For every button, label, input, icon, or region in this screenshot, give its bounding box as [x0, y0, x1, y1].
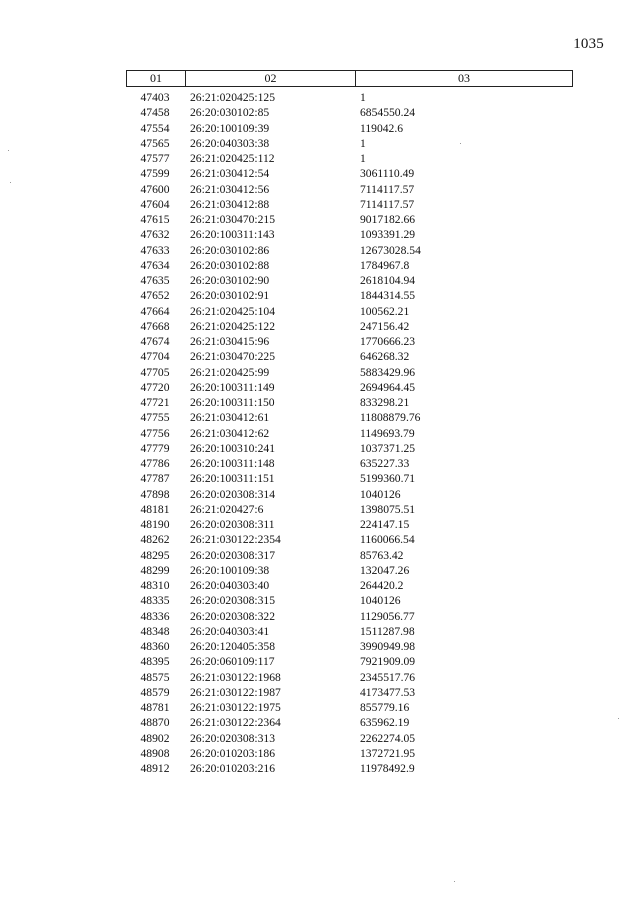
- column-header-01: 01: [127, 71, 186, 86]
- cell-cadastral-number: 26:21:020425:122: [190, 319, 276, 333]
- cell-cadastral-number: 26:21:030412:54: [190, 167, 270, 181]
- table-row: [126, 639, 573, 654]
- cell-cadastral-number: 26:20:100310:241: [190, 441, 276, 455]
- cell-cadastral-number: 26:21:020425:112: [190, 152, 275, 165]
- cell-cadastral-number: 26:20:020308:313: [190, 731, 276, 745]
- table-row: [126, 761, 573, 776]
- cell-value: 224147.15: [360, 518, 410, 531]
- cell-cadastral-number: 26:21:030122:1975: [190, 701, 281, 714]
- table-row: [126, 90, 573, 105]
- cell-id: 47898: [140, 487, 170, 501]
- cell-id: 47599: [140, 167, 170, 181]
- table-row: [126, 746, 573, 761]
- cell-value: 1844314.55: [360, 289, 416, 303]
- cell-id: 47755: [140, 411, 170, 425]
- table-row: [126, 578, 573, 593]
- scan-speck: [460, 143, 461, 144]
- cell-cadastral-number: 26:20:030102:91: [190, 289, 270, 303]
- table-row: [126, 136, 573, 151]
- cell-cadastral-number: 26:20:020308:314: [190, 487, 276, 501]
- cell-value: 6854550.24: [360, 106, 416, 120]
- cell-value: 1093391.29: [360, 228, 416, 242]
- cell-cadastral-number: 26:21:030122:1987: [190, 685, 281, 699]
- cell-cadastral-number: 26:20:100311:143: [190, 228, 275, 242]
- cell-cadastral-number: 26:21:020425:104: [190, 304, 276, 318]
- table-row: [126, 395, 573, 410]
- cell-id: 47674: [140, 335, 170, 348]
- cell-id: 48579: [140, 685, 170, 699]
- cell-value: 1784967.8: [360, 258, 410, 272]
- table-body: [126, 90, 573, 776]
- cell-id: 47615: [140, 213, 170, 226]
- cell-cadastral-number: 26:21:030122:1968: [190, 670, 281, 684]
- cell-cadastral-number: 26:21:030122:2364: [190, 716, 281, 730]
- table-row: [126, 700, 573, 715]
- cell-id: 48781: [140, 701, 170, 714]
- cell-cadastral-number: 26:20:030102:88: [190, 258, 270, 272]
- cell-id: 47786: [140, 457, 170, 470]
- cell-id: 47756: [140, 426, 170, 440]
- cell-id: 48335: [140, 594, 170, 608]
- cell-value: 100562.21: [360, 304, 410, 318]
- cell-cadastral-number: 26:21:030412:62: [190, 426, 270, 440]
- cell-value: 5199360.71: [360, 472, 416, 486]
- cell-value: 2345517.76: [360, 670, 416, 684]
- cell-value: 1149693.79: [360, 426, 415, 440]
- cell-value: 3990949.98: [360, 640, 416, 653]
- table-row: [126, 426, 573, 441]
- cell-cadastral-number: 26:20:010203:186: [190, 746, 276, 760]
- cell-cadastral-number: 26:21:030470:215: [190, 213, 276, 226]
- table-row: [126, 410, 573, 425]
- cell-id: 47565: [140, 136, 170, 150]
- cell-cadastral-number: 26:20:010203:216: [190, 762, 276, 775]
- cell-id: 47787: [140, 472, 170, 486]
- cell-cadastral-number: 26:21:030415:96: [190, 335, 270, 348]
- cell-id: 47652: [140, 289, 170, 303]
- cell-value: 1129056.77: [360, 609, 415, 623]
- table-row: [126, 624, 573, 639]
- cell-id: 47720: [140, 380, 170, 394]
- table-row: [126, 365, 573, 380]
- table-row: [126, 563, 573, 578]
- column-header-02: 02: [186, 71, 356, 86]
- cell-value: 1398075.51: [360, 502, 416, 516]
- table-row: [126, 288, 573, 303]
- cell-id: 48912: [140, 762, 170, 775]
- table-row: [126, 593, 573, 608]
- cell-cadastral-number: 26:20:020308:317: [190, 548, 276, 562]
- cell-id: 47577: [140, 152, 170, 165]
- data-table: [126, 70, 573, 776]
- cell-value: 1770666.23: [360, 335, 416, 348]
- cell-cadastral-number: 26:20:120405:358: [190, 640, 276, 653]
- cell-id: 48181: [140, 502, 170, 516]
- cell-value: 635227.33: [360, 457, 410, 470]
- cell-cadastral-number: 26:20:100311:148: [190, 457, 275, 470]
- cell-cadastral-number: 26:20:100109:39: [190, 121, 270, 135]
- table-row: [126, 441, 573, 456]
- cell-value: 646268.32: [360, 350, 410, 364]
- cell-value: 11978492.9: [360, 762, 415, 775]
- cell-id: 47779: [140, 441, 170, 455]
- cell-id: 48262: [140, 533, 170, 547]
- cell-id: 47633: [140, 243, 170, 257]
- table-row: [126, 654, 573, 669]
- table-row: [126, 532, 573, 547]
- cell-value: 635962.19: [360, 716, 410, 730]
- cell-cadastral-number: 26:21:030412:56: [190, 182, 270, 196]
- cell-value: 2618104.94: [360, 274, 416, 287]
- cell-value: 855779.16: [360, 701, 410, 714]
- table-row: [126, 182, 573, 197]
- cell-cadastral-number: 26:21:030470:225: [190, 350, 276, 364]
- cell-id: 48310: [140, 579, 170, 592]
- cell-id: 48575: [140, 670, 170, 684]
- table-row: [126, 304, 573, 319]
- cell-cadastral-number: 26:20:060109:117: [190, 655, 275, 669]
- cell-value: 4173477.53: [360, 685, 416, 699]
- cell-id: 47635: [140, 274, 170, 287]
- cell-value: 1037371.25: [360, 441, 416, 455]
- cell-cadastral-number: 26:20:030102:85: [190, 106, 270, 120]
- cell-id: 47600: [140, 182, 170, 196]
- cell-id: 48295: [140, 548, 170, 562]
- cell-value: 1040126: [360, 487, 401, 501]
- table-row: [126, 349, 573, 364]
- table-row: [126, 197, 573, 212]
- cell-cadastral-number: 26:20:030102:90: [190, 274, 270, 287]
- cell-id: 47668: [140, 319, 170, 333]
- cell-value: 119042.6: [360, 121, 404, 135]
- cell-cadastral-number: 26:20:040303:38: [190, 136, 270, 150]
- cell-value: 132047.26: [360, 563, 410, 577]
- table-row: [126, 731, 573, 746]
- cell-value: 85763.42: [360, 548, 404, 562]
- cell-id: 48870: [140, 716, 170, 730]
- cell-cadastral-number: 26:20:100311:149: [190, 380, 275, 394]
- table-row: [126, 243, 573, 258]
- cell-id: 47721: [140, 396, 170, 409]
- cell-value: 2694964.45: [360, 380, 416, 394]
- table-row: [126, 334, 573, 349]
- table-row: [126, 502, 573, 517]
- scan-speck: [618, 718, 619, 719]
- cell-id: 47634: [140, 258, 170, 272]
- cell-value: 7114117.57: [360, 197, 415, 211]
- cell-value: 1511287.98: [360, 624, 415, 638]
- table-row: [126, 105, 573, 120]
- table-row: [126, 380, 573, 395]
- cell-value: 11808879.76: [360, 411, 421, 425]
- table-row: [126, 151, 573, 166]
- cell-cadastral-number: 26:20:100311:151: [190, 472, 275, 486]
- cell-cadastral-number: 26:21:030122:2354: [190, 533, 281, 547]
- scan-speck: [8, 150, 9, 151]
- cell-value: 1: [360, 91, 366, 104]
- table-row: [126, 121, 573, 136]
- cell-value: 833298.21: [360, 396, 410, 409]
- cell-cadastral-number: 26:20:030102:86: [190, 243, 270, 257]
- cell-id: 48190: [140, 518, 170, 531]
- table-row: [126, 715, 573, 730]
- cell-id: 48902: [140, 731, 170, 745]
- table-header: [126, 70, 573, 87]
- cell-cadastral-number: 26:20:040303:40: [190, 579, 270, 592]
- cell-id: 48336: [140, 609, 170, 623]
- page-number: 1035: [573, 36, 604, 52]
- table-row: [126, 258, 573, 273]
- cell-id: 48348: [140, 624, 170, 638]
- table-row: [126, 609, 573, 624]
- cell-id: 47604: [140, 197, 170, 211]
- cell-id: 48360: [140, 640, 170, 653]
- table-row: [126, 212, 573, 227]
- table-row: [126, 227, 573, 242]
- table-row: [126, 471, 573, 486]
- cell-cadastral-number: 26:20:100109:38: [190, 563, 270, 577]
- cell-id: 47704: [140, 350, 170, 364]
- cell-value: 264420.2: [360, 579, 404, 592]
- cell-value: 7114117.57: [360, 182, 415, 196]
- cell-id: 48299: [140, 563, 170, 577]
- cell-value: 1: [360, 152, 366, 165]
- cell-id: 47632: [140, 228, 170, 242]
- cell-value: 1040126: [360, 594, 401, 608]
- table-row: [126, 319, 573, 334]
- table-row: [126, 517, 573, 532]
- table-row: [126, 548, 573, 563]
- cell-value: 1: [360, 136, 366, 150]
- cell-cadastral-number: 26:21:020425:99: [190, 365, 270, 379]
- cell-cadastral-number: 26:20:020308:315: [190, 594, 276, 608]
- cell-value: 12673028.54: [360, 243, 421, 257]
- column-header-03: 03: [458, 71, 470, 85]
- cell-value: 1160066.54: [360, 533, 415, 547]
- cell-cadastral-number: 26:21:030412:61: [190, 411, 270, 425]
- cell-id: 47458: [140, 106, 170, 120]
- table-row: [126, 456, 573, 471]
- cell-value: 3061110.49: [360, 167, 415, 181]
- cell-id: 48908: [140, 746, 170, 760]
- cell-cadastral-number: 26:21:030412:88: [190, 197, 270, 211]
- table-row: [126, 670, 573, 685]
- cell-id: 47664: [140, 304, 170, 318]
- cell-cadastral-number: 26:20:020308:311: [190, 518, 275, 531]
- cell-value: 2262274.05: [360, 731, 416, 745]
- cell-id: 47403: [140, 91, 170, 104]
- table-row: [126, 273, 573, 288]
- scan-speck: [454, 881, 455, 882]
- cell-cadastral-number: 26:21:020427:6: [190, 502, 264, 516]
- table-row: [126, 487, 573, 502]
- cell-id: 47554: [140, 121, 170, 135]
- cell-value: 7921909.09: [360, 655, 416, 669]
- scan-speck: [10, 182, 11, 183]
- cell-cadastral-number: 26:20:040303:41: [190, 624, 270, 638]
- cell-value: 9017182.66: [360, 213, 416, 226]
- cell-value: 247156.42: [360, 319, 410, 333]
- cell-cadastral-number: 26:21:020425:125: [190, 91, 276, 104]
- cell-value: 1372721.95: [360, 746, 416, 760]
- table-row: [126, 685, 573, 700]
- table-row: [126, 166, 573, 181]
- cell-cadastral-number: 26:20:020308:322: [190, 609, 276, 623]
- cell-value: 5883429.96: [360, 365, 416, 379]
- cell-cadastral-number: 26:20:100311:150: [190, 396, 275, 409]
- cell-id: 47705: [140, 365, 170, 379]
- cell-id: 48395: [140, 655, 170, 669]
